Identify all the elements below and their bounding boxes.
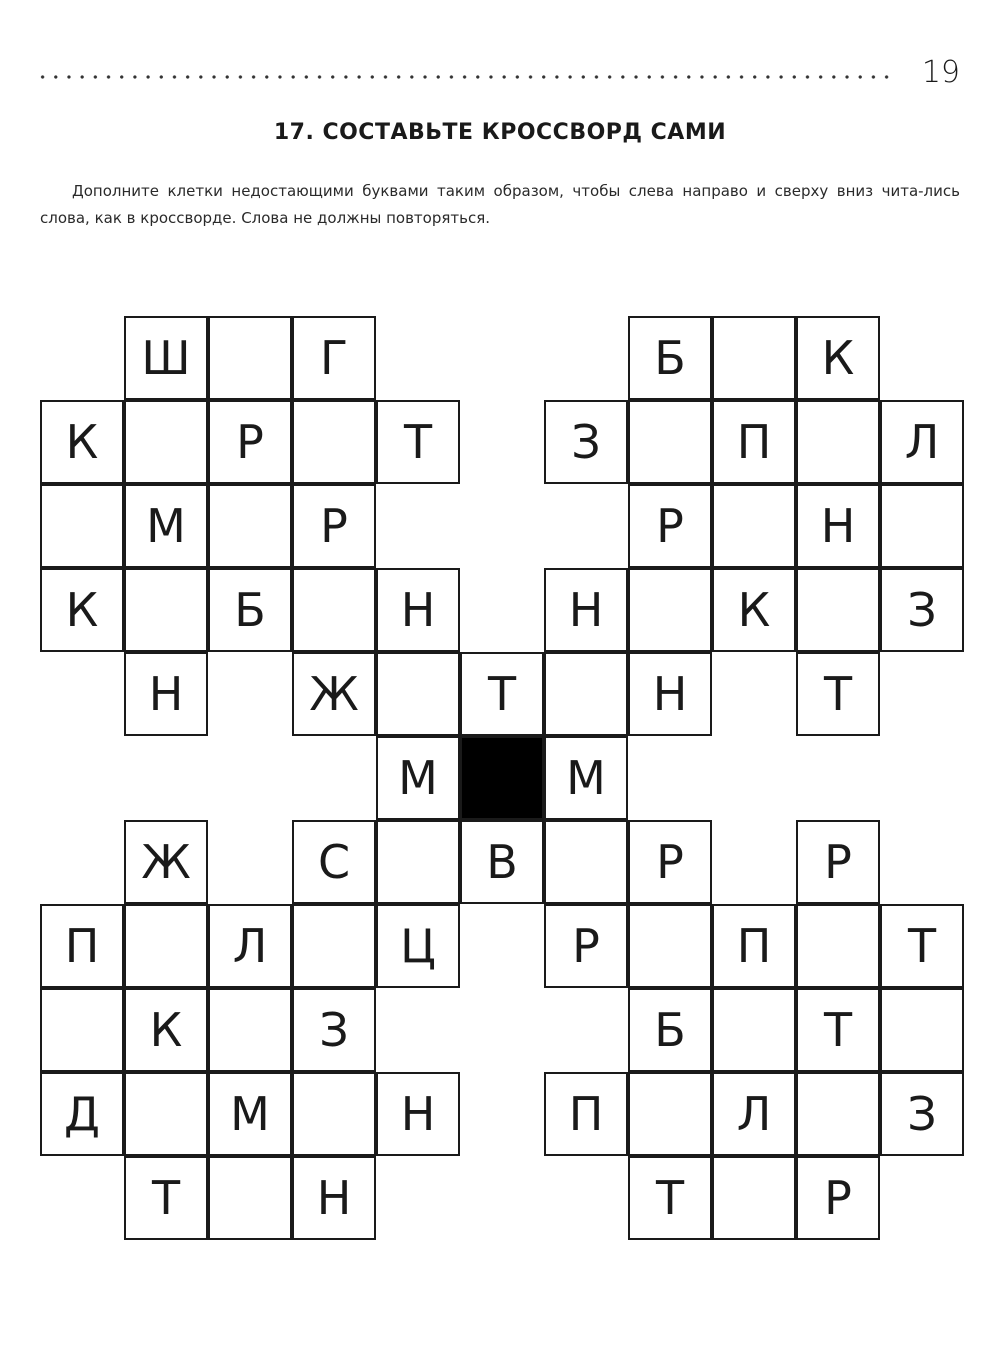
crossword-letter-cell[interactable]: Л <box>208 904 292 988</box>
crossword-letter-cell[interactable]: Р <box>292 484 376 568</box>
crossword-empty-cell[interactable] <box>292 568 376 652</box>
crossword-letter-cell[interactable]: Б <box>208 568 292 652</box>
crossword-letter-cell[interactable]: В <box>460 820 544 904</box>
crossword-empty-cell[interactable] <box>796 904 880 988</box>
crossword-letter-cell[interactable]: Т <box>880 904 964 988</box>
crossword-empty-cell[interactable] <box>628 1072 712 1156</box>
page-number: 19 <box>921 55 960 90</box>
crossword-letter-cell[interactable]: Ж <box>124 820 208 904</box>
crossword-letter-cell[interactable]: Н <box>376 568 460 652</box>
crossword-letter-cell[interactable]: Д <box>40 1072 124 1156</box>
crossword-letter-cell[interactable]: Р <box>796 1156 880 1240</box>
crossword-letter-cell[interactable]: Т <box>628 1156 712 1240</box>
crossword-letter-cell[interactable]: Б <box>628 988 712 1072</box>
crossword-empty-cell[interactable] <box>544 820 628 904</box>
crossword-letter-cell[interactable]: М <box>208 1072 292 1156</box>
crossword-letter-cell[interactable]: Т <box>796 988 880 1072</box>
crossword-letter-cell[interactable]: Ц <box>376 904 460 988</box>
crossword-empty-cell[interactable] <box>292 400 376 484</box>
crossword-letter-cell[interactable]: Т <box>796 652 880 736</box>
crossword-empty-cell[interactable] <box>124 1072 208 1156</box>
crossword-letter-cell[interactable]: Р <box>796 820 880 904</box>
crossword-letter-cell[interactable]: Н <box>124 652 208 736</box>
crossword-letter-cell[interactable]: Ж <box>292 652 376 736</box>
crossword-letter-cell[interactable]: Н <box>292 1156 376 1240</box>
crossword-empty-cell[interactable] <box>880 484 964 568</box>
crossword-empty-cell[interactable] <box>292 1072 376 1156</box>
crossword-empty-cell[interactable] <box>208 988 292 1072</box>
crossword-letter-cell[interactable]: К <box>40 400 124 484</box>
crossword-letter-cell[interactable]: Б <box>628 316 712 400</box>
crossword-letter-cell[interactable]: П <box>40 904 124 988</box>
crossword-letter-cell[interactable]: П <box>712 400 796 484</box>
crossword-letter-cell[interactable]: М <box>544 736 628 820</box>
crossword-letter-cell[interactable]: К <box>712 568 796 652</box>
crossword-empty-cell[interactable] <box>292 904 376 988</box>
crossword-letter-cell[interactable]: Н <box>628 652 712 736</box>
crossword-empty-cell[interactable] <box>376 820 460 904</box>
crossword-letter-cell[interactable]: Р <box>628 820 712 904</box>
crossword-letter-cell[interactable]: Р <box>628 484 712 568</box>
crossword-empty-cell[interactable] <box>40 988 124 1072</box>
crossword-letter-cell[interactable]: Н <box>544 568 628 652</box>
crossword-empty-cell[interactable] <box>208 316 292 400</box>
crossword-letter-cell[interactable]: З <box>544 400 628 484</box>
crossword-empty-cell[interactable] <box>376 652 460 736</box>
crossword-letter-cell[interactable]: П <box>544 1072 628 1156</box>
crossword-empty-cell[interactable] <box>628 568 712 652</box>
task-title: 17. СОСТАВЬТЕ КРОССВОРД САМИ <box>273 120 727 145</box>
crossword-empty-cell[interactable] <box>796 400 880 484</box>
crossword-empty-cell[interactable] <box>796 568 880 652</box>
crossword-letter-cell[interactable]: З <box>880 1072 964 1156</box>
crossword-letter-cell[interactable]: Р <box>544 904 628 988</box>
crossword-letter-cell[interactable]: М <box>124 484 208 568</box>
crossword-empty-cell[interactable] <box>124 568 208 652</box>
crossword-empty-cell[interactable] <box>124 400 208 484</box>
crossword-letter-cell[interactable]: К <box>40 568 124 652</box>
crossword-empty-cell[interactable] <box>544 652 628 736</box>
crossword-empty-cell[interactable] <box>712 316 796 400</box>
crossword-empty-cell[interactable] <box>712 1156 796 1240</box>
crossword-letter-cell[interactable]: Р <box>208 400 292 484</box>
crossword-empty-cell[interactable] <box>628 400 712 484</box>
crossword-blocked-cell <box>460 736 544 820</box>
crossword-letter-cell[interactable]: З <box>880 568 964 652</box>
crossword-letter-cell[interactable]: К <box>124 988 208 1072</box>
crossword-letter-cell[interactable]: Н <box>796 484 880 568</box>
crossword-letter-cell[interactable]: Т <box>124 1156 208 1240</box>
crossword-letter-cell[interactable]: П <box>712 904 796 988</box>
crossword-empty-cell[interactable] <box>880 988 964 1072</box>
crossword-letter-cell[interactable]: Т <box>376 400 460 484</box>
crossword-letter-cell[interactable]: З <box>292 988 376 1072</box>
crossword-empty-cell[interactable] <box>208 1156 292 1240</box>
crossword-letter-cell[interactable]: Л <box>712 1072 796 1156</box>
crossword-empty-cell[interactable] <box>40 484 124 568</box>
crossword-empty-cell[interactable] <box>712 484 796 568</box>
crossword-letter-cell[interactable]: М <box>376 736 460 820</box>
crossword-letter-cell[interactable]: Г <box>292 316 376 400</box>
crossword-letter-cell[interactable]: Т <box>460 652 544 736</box>
crossword-empty-cell[interactable] <box>712 988 796 1072</box>
crossword-letter-cell[interactable]: Н <box>376 1072 460 1156</box>
task-instructions: Дополните клетки недостающими буквами таким образом, чтобы слева направо и сверху вниз чита-лись слова, как в кроссворде. Слова не должны повторяться. <box>40 182 960 227</box>
crossword-empty-cell[interactable] <box>124 904 208 988</box>
crossword-letter-cell[interactable]: К <box>796 316 880 400</box>
crossword-empty-cell[interactable] <box>208 484 292 568</box>
crossword-empty-cell[interactable] <box>628 904 712 988</box>
crossword-letter-cell[interactable]: С <box>292 820 376 904</box>
crossword-empty-cell[interactable] <box>796 1072 880 1156</box>
crossword-letter-cell[interactable]: Л <box>880 400 964 484</box>
crossword-letter-cell[interactable]: Ш <box>124 316 208 400</box>
